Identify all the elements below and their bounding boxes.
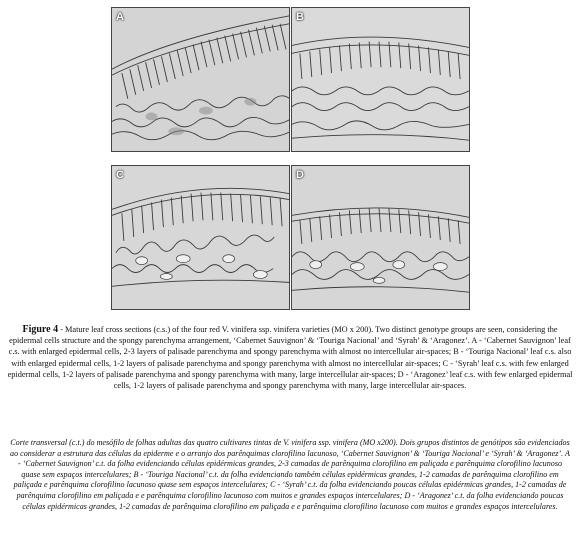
- figure-label: Figure 4: [22, 324, 59, 335]
- panel-label-c: C: [116, 169, 124, 181]
- leaf-section-image-d: [292, 166, 469, 309]
- micrograph-panel-a: [111, 7, 290, 152]
- leaf-section-image-c: [112, 166, 289, 309]
- leaf-section-image-a: [112, 8, 289, 151]
- panel-label-d: D: [296, 169, 304, 181]
- panel-label-a: A: [116, 11, 124, 23]
- micrograph-panel-c: [111, 165, 290, 310]
- figure-caption-english-text: - Mature leaf cross sections (c.s.) of the four red V. vinifera ssp. vinifera varieties (MO x 200). Two distinct genotype groups are seen, considering the epidermal cells structure and the spongy parenchyma arrangement, ‘Cabernet Sauvignon’ & ‘Touriga Nacional’ and ‘Syrah’ & ‘Aragonez’. A - ‘Cabernet Sauvignon’ leaf c.s. with enlarged epidermal cells, 2-3 layers of palisade parenchyma and spongy parenchyma with almost no intercellular air-spaces; B - ‘Touriga Nacional’ leaf c.s. also with enlarged epidermal cells, 1-2 layers of palisade parenchyma and spongy parenchyma with almost no intercellular air-spaces; C - ‘Syrah’ leaf c.s. with few enlarged epidermal cells, 1-2 layers of palisade parenchyma and spongy parenchyma with many, large intercellular air-spaces; D - ‘Aragonez’ leaf c.s. with few enlarged epidermal cells, 1-2 layers of palisade parenchyma and spongy parenchyma with many, large intercellular air-spaces.: [7, 325, 573, 391]
- figure-caption-portuguese: Corte transversal (c.t.) do mesófilo de folhas adultas das quatro cultivares tintas de V. vinifera ssp. vinifera (MO x200). Dois grupos distintos de genótipos são evidenciados ao considerar a estrutura das células da epiderme e o arranjo dos parênquimas clorofilino lacunoso, ‘Cabernet Sauvignon’ & ‘Touriga Nacional’ e ‘Syrah’ & ‘Aragonez’. A - ‘Cabernet Sauvignon’ c.t. da folha evidenciando células epidérmicas grandes, 2-3 camadas de parênquima clorofilino em paliçada e parênquima clorofilino lacunoso quase sem espaços intercelulares; B - ‘Touriga Nacional’ c.t. da folha evidenciando também células epidérmicas grandes, 1-2 camadas de parênquima clorofilino em paliçada e parênquima clorofilino lacunoso quase sem espaços intercelulares; C - ‘Syrah’ c.t. da folha evidenciando poucas células epidérmicas grandes, 1-2 camadas de parênquima clorofilino em paliçada e e parênquima clorofilino lacunoso com muitos e grandes espaços intercelulares; D - ‘Aragonez’ c.t. da folha evidenciando poucas células epidérmicas grandes, 1-2 camadas de parênquima clorofilino em paliçada e e parênquima clorofilino lacunoso com muitos e grandes espaços intercelulares.: [10, 438, 570, 511]
- micrograph-panel-d: [291, 165, 470, 310]
- figure-caption-english: [6, 324, 574, 391]
- panel-label-b: B: [296, 11, 304, 23]
- leaf-section-image-b: [292, 8, 469, 151]
- micrograph-panel-b: [291, 7, 470, 152]
